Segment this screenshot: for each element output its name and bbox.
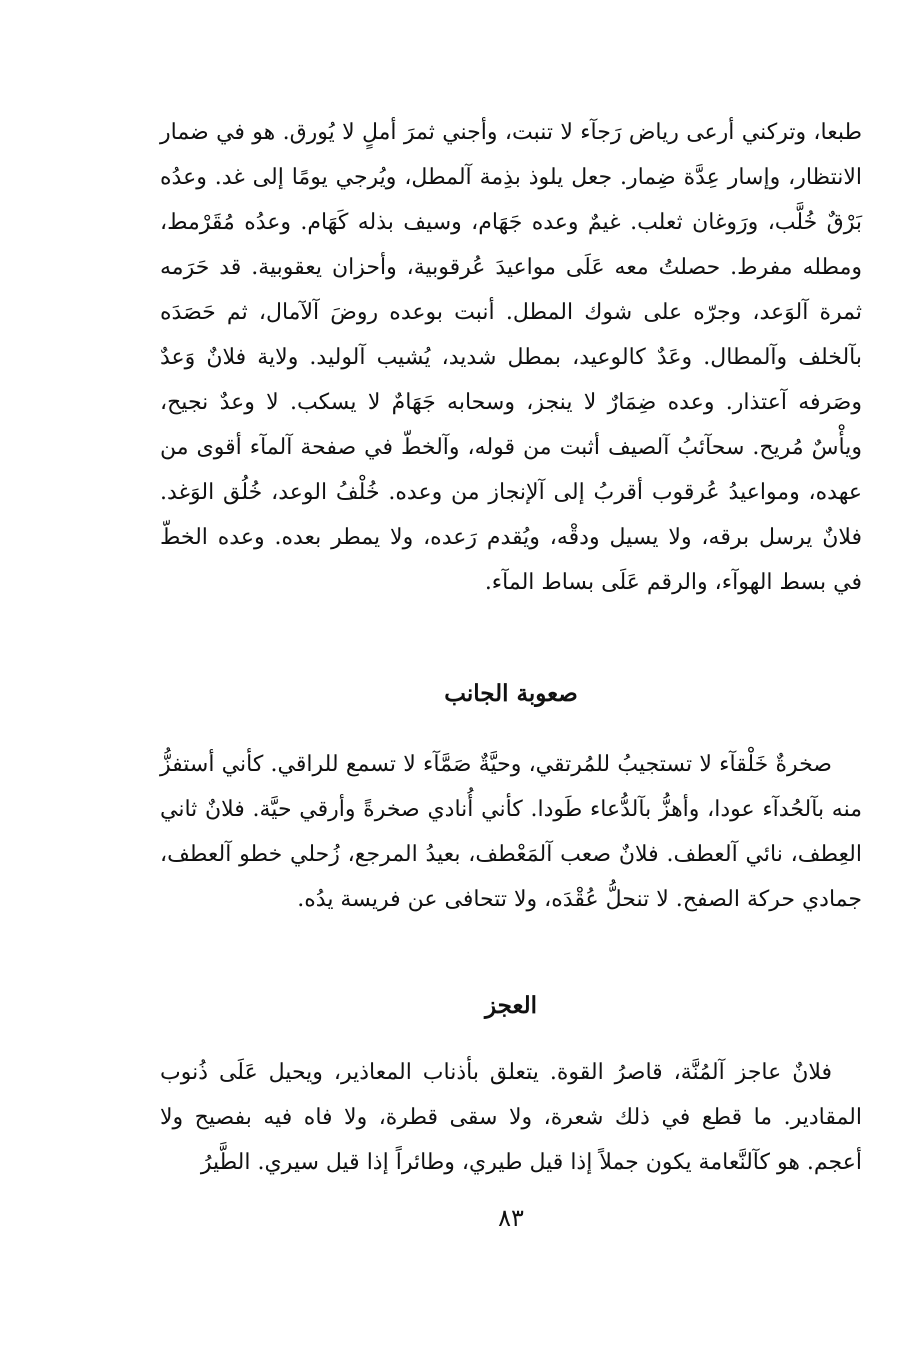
- paragraph-broken-promises: طبعا، وتركني أرعى رياض رَجآء لا تنبت، وأجني ثمرَ أملٍ لا يُورق. هو في ضمار الانتظار، وإسار عِدَّة ضِمار. جعل يلوذ بذِمة آلمطل، ويُرجي يومًا إلى غد. وعدُه بَرْقٌ خُلَّب، ورَوغان ثعلب. غيمٌ وعده جَهَام، وسيف بذله كَهَام. وعدُه مُقَرْمط، ومطله مفرط. حصلتُ معه عَلَى مواعيدَ عُرقوبية، وأحزان يعقوبية. قد حَرَمه ثمرة آلوَعد، وجرّه على شوك المطل. أنبت بوعده روضَ آلآمال، ثم حَصَدَه بآلخلف وآلمطال. وعَدٌ كالوعيد، بمطل شديد، يُشيب آلوليد. ولاية فلانٌ وَعدٌ وصَرفه آعتذار. وعده ضِمَارٌ لا ينجز، وسحابه جَهَامٌ لا يسكب. لا وعدٌ نجيح، ويأْسٌ مُريح. سحآئبُ آلصيف أثبت من قوله، وآلخطّ في صفحة آلمآء أقوى من عهده، ومواعيدُ عُرقوب أقربُ إلى آلإنجاز من وعده. خُلْفُ الوعد، خُلُق الوَغد. فلانٌ يرسل برقه، ولا يسيل ودقْه، ويُقدم رَعده، ولا يمطر بعده. وعده الخطّ في بسط الهوآء، والرقم عَلَى بساط المآء.: [160, 120, 862, 595]
- section-heading-incapacity: العجز: [484, 992, 538, 1019]
- page-number: ٨٣: [498, 1204, 524, 1232]
- paragraph-difficulty: صخرةٌ خَلْقآء لا تستجيبُ للمُرتقي، وحيَّةٌ صَمَّآء لا تسمع للراقي. كأني أستفزُّ منه بآلحُدآء عودا، وأهزُّ بآلدُّعاء طَودا. كأني أُنادي صخرةً وأرقي حيَّة. فلانٌ ثاني العِطف، نائي آلعطف. فلانٌ صعب آلمَعْطف، بعيدُ المرجع، زُحلي خطو آلعطف، جمادي حركة الصفح. لا تنحلُّ عُقْدَه، ولا تتحافى عن فريسة يدُه.: [160, 752, 862, 912]
- section-heading-difficulty: صعوبة الجانب: [444, 680, 578, 707]
- paragraph-incapacity: فلانٌ عاجز آلمُنَّة، قاصرُ القوة. يتعلق بأذناب المعاذير، ويحيل عَلَى ذُنوب المقادير. ما قطع في ذلك شعرة، ولا سقى قطرة، ولا فاه فيه بفصيح ولا أعجم. هو كآلنَّعامة يكون جملاً إذا قيل طيري، وطائراً إذا قيل سيري. الطَّيرُ: [160, 1060, 862, 1175]
